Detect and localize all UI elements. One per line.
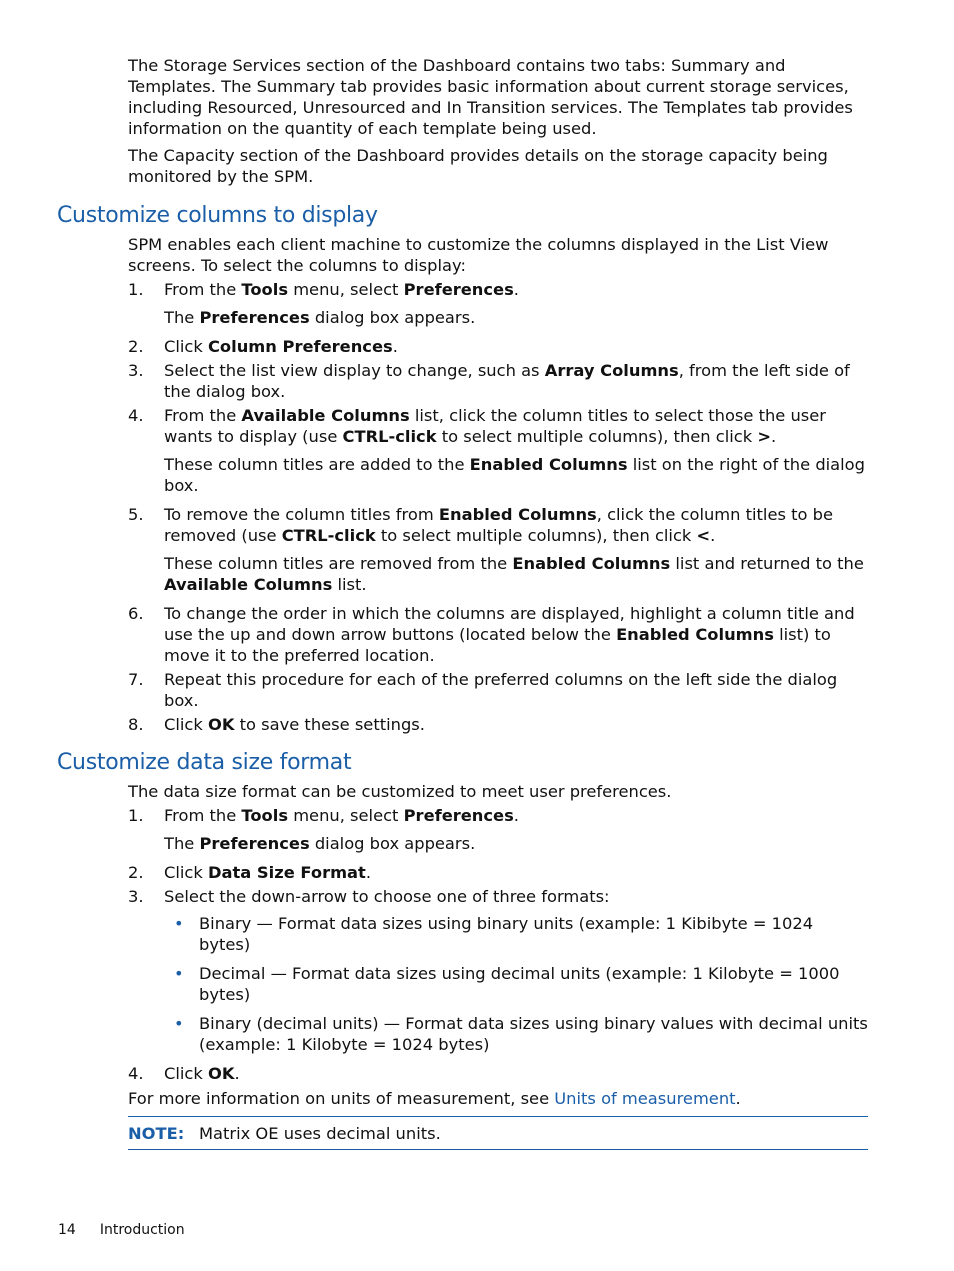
- step-1-result: The Preferences dialog box appears.: [164, 308, 476, 327]
- format-option-decimal: • Decimal — Format data sizes using decimal units (example: 1 Kilobyte = 1000 bytes): [174, 964, 840, 1004]
- section-intro-data-size: The data size format can be customized to meet user preferences.: [128, 782, 672, 801]
- step-number: 4.: [128, 1064, 144, 1083]
- step-number: 1.: [128, 806, 144, 825]
- step-4: 4. Click OK.: [128, 1064, 240, 1083]
- note-label: NOTE:: [128, 1124, 185, 1143]
- page-number: 14: [58, 1222, 76, 1238]
- step-1: 1. From the Tools menu, select Preferences. The Preferences dialog box appears.: [128, 805, 868, 854]
- bullet-icon: •: [174, 1014, 184, 1033]
- footer-section-title: Introduction: [99, 1222, 185, 1238]
- intro-paragraph-1: The Storage Services section of the Dashboard contains two tabs: Summary and Templates. The Summary tab provides basic information about current storage services, including Resourced, Unresourced and In Transition services. The Templates tab provides information on the quantity of each template being used.: [128, 56, 853, 138]
- step-number: 4.: [128, 406, 144, 425]
- section-intro-columns: SPM enables each client machine to customize the columns displayed in the List View screens. To select the columns to display:: [128, 235, 829, 275]
- format-options-list: [164, 913, 868, 1055]
- format-option-binary: • Binary — Format data sizes using binary units (example: 1 Kibibyte = 1024 bytes): [174, 914, 814, 954]
- more-info-paragraph: For more information on units of measurement, see Units of measurement.: [128, 1089, 741, 1108]
- step-number: 6.: [128, 604, 144, 623]
- bullet-icon: •: [174, 964, 184, 983]
- step-2: 2. Click Column Preferences.: [128, 337, 398, 356]
- format-option-binary-decimal-units: • Binary (decimal units) — Format data sizes using binary values with decimal units (example: 1 Kilobyte = 1024 bytes): [174, 1014, 868, 1054]
- page-footer: [58, 1222, 185, 1238]
- step-3: 3. Select the down-arrow to choose one of three formats: • Binary — Format data sizes using binary units (example: 1 Kibibyte = 1024 bytes) • Decimal — Format data sizes using decimal units (example: 1 Kilobyte = 1000 bytes) • Binary (decimal units) — Format data sizes using binary values with decimal units (example: 1 Kilobyte = 1024 bytes): [128, 887, 868, 1054]
- step-5-result: These column titles are removed from the Enabled Columns list and returned to the Available Columns list.: [164, 554, 864, 594]
- step-number: 5.: [128, 505, 144, 524]
- step-4: 4. From the Available Columns list, click the column titles to select those the user wants to display (use CTRL-click to select multiple columns), then click >. These column titles are added to the Enabled Columns list on the right of the dialog box.: [128, 405, 868, 496]
- section-heading-data-size: Customize data size format: [57, 750, 352, 775]
- steps-data-size: [128, 805, 868, 1084]
- step-number: 8.: [128, 715, 144, 734]
- step-4-result: These column titles are added to the Enabled Columns list on the right of the dialog box.: [164, 455, 865, 495]
- step-number: 1.: [128, 280, 144, 299]
- step-number: 3.: [128, 361, 144, 380]
- steps-columns: [128, 279, 868, 735]
- note-text: Matrix OE uses decimal units.: [199, 1124, 441, 1143]
- bullet-icon: •: [174, 914, 184, 933]
- intro-paragraph-2: The Capacity section of the Dashboard provides details on the storage capacity being monitored by the SPM.: [128, 146, 828, 186]
- step-1: 1. From the Tools menu, select Preferences. The Preferences dialog box appears.: [128, 279, 868, 328]
- step-number: 7.: [128, 670, 144, 689]
- step-8: 8. Click OK to save these settings.: [128, 715, 425, 734]
- step-5: 5. To remove the column titles from Enabled Columns, click the column titles to be removed (use CTRL-click to select multiple columns), then click <. These column titles are removed from the Enabled Columns list and returned to the Available Columns list.: [128, 504, 868, 595]
- section-heading-columns: Customize columns to display: [57, 203, 378, 228]
- step-number: 3.: [128, 887, 144, 906]
- step-7: 7. Repeat this procedure for each of the preferred columns on the left side the dialog box.: [128, 670, 838, 710]
- step-3: 3. Select the list view display to change, such as Array Columns, from the left side of the dialog box.: [128, 361, 850, 401]
- step-number: 2.: [128, 337, 144, 356]
- step-number: 2.: [128, 863, 144, 882]
- page-content: [57, 55, 868, 1150]
- note-box: [128, 1116, 868, 1150]
- step-2: 2. Click Data Size Format.: [128, 863, 372, 882]
- step-6: 6. To change the order in which the columns are displayed, highlight a column title and use the up and down arrow buttons (located below the Enabled Columns list) to move it to the preferred location.: [128, 604, 855, 665]
- step-1-result: The Preferences dialog box appears.: [164, 834, 476, 853]
- units-of-measurement-link[interactable]: Units of measurement: [554, 1089, 736, 1108]
